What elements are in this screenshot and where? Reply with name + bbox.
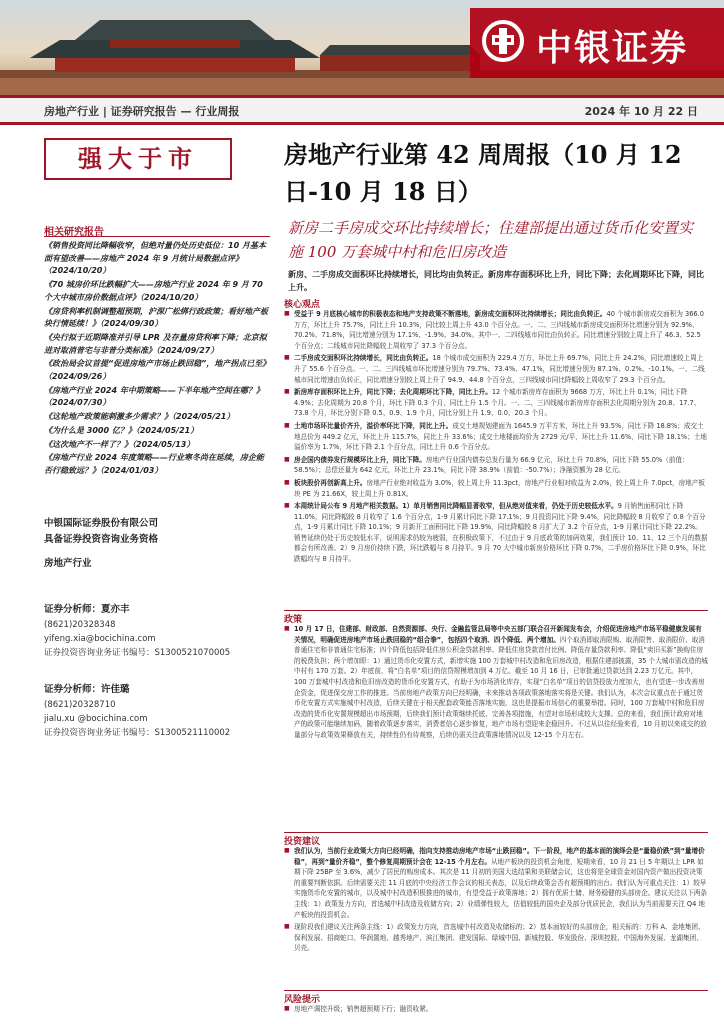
bullet-point [284, 309, 708, 351]
divider [284, 990, 708, 991]
report-subtitle: 新房二手房成交环比持续增长；住建部提出通过货币化安置实施 100 万套城中村和危旧房改造 [288, 219, 694, 261]
firm-info [44, 516, 276, 572]
policy-points-list [284, 624, 708, 743]
related-report-item[interactable]: 《这次地产不一样了？》（2024/05/13） [44, 439, 195, 449]
analyst-phone: (8621)20328348 [44, 620, 116, 630]
divider [284, 832, 708, 833]
header-banner [0, 0, 724, 95]
analyst-name: 证券分析师：夏亦丰 [44, 604, 130, 615]
bullet-body: 从地产板块的投资机会角度，短期来看，10 月 21 日 5 年期以上 LPR 如期下降 25BP 至 3.6%，减少了居民的购房成本。其次是 11 月初的美国大选结果和美联储会议，这也将是全球资金对国内资产做出投资决策的重要判断依据。后续需要关注 11 月底的中央经济工作会议的相关表态，以及后续政策会否有超预期的出台。我们认为可重点关注：1）较早实施货币化安置的城市，以及城中村改造积极推进的城市，有望受益于政策落地；2）拥有优质土储、财务稳健的头部房企。建议关注以下两条主线：1）政策发力方向，首选城中村改造及收储方向；2）业绩弹性较大，估值较低的国央企及部分优质民企，我们认为当前需要关注 Q4 地产板块的投资机会。 [294, 857, 708, 919]
analyst-email[interactable]: yifeng.xia@bocichina.com [44, 634, 156, 644]
core-points-list [284, 309, 708, 567]
related-report-item[interactable]: 《这轮地产政策能刺激多少需求？》（2024/05/21） [44, 412, 235, 422]
report-title: 房地产行业第 42 周周报（10 月 12 日-10 月 18 日） [284, 140, 682, 206]
report-info-bar [0, 95, 724, 125]
firm-name: 中银国际证券股份有限公司 [44, 518, 159, 529]
firm-qualification: 具备证券投资咨询业务资格 [44, 534, 159, 545]
section-risk-title: 风险提示 [284, 995, 321, 1005]
bullet-lead: 本周统计局公布 9 月地产相关数据。1）单月销售同比降幅显著收窄，但从绝对值来看，仍处于历史较低水平。 [294, 502, 618, 511]
related-report-item[interactable]: 《政治局会议首提“促进房地产市场止跌回稳”，地产拐点已至》（2024/09/26） [44, 359, 267, 382]
related-reports-title: 相关研究报告 [44, 227, 104, 238]
bullet-point [284, 455, 708, 476]
related-report-item[interactable]: 《房贷利率机制调整超预期，沪深广松绑行政政策；看好地产板块行情延续！》（2024/09/30） [44, 306, 268, 329]
bullet-lead: 房企国内债券发行规模环比上升，同比下降。 [294, 455, 426, 464]
bullet-point [284, 387, 708, 419]
bullet-lead: 新房库存面积环比上升，同比下降；去化周期环比下降，同比上升。 [294, 388, 492, 397]
analyst-name: 证券分析师：许佳璐 [44, 684, 130, 695]
related-reports-list [44, 240, 270, 479]
bullet-point [284, 1004, 708, 1015]
related-report-item[interactable]: 《为什么是 3000 亿？》（2024/05/21） [44, 425, 199, 435]
bullet-point [284, 922, 708, 954]
bullet-body: 12 个城市新房库存面积为 9668 万方，环比上升 0.1%，同比下降 4.9%；去化周期为 20.8 个月，环比下降 0.3 个月，同比上升 1.5 个月。一、二、三四线城市新房库存面积去化周期分别为 20.8、17.7、73.8 个月，环比分别下降 0.5、0.9、1.9 个月，同比分别上升 1.9、0.0、20.3 个月。 [294, 388, 701, 418]
bullet-body: 房地产调控升级；销售超预期下行；融资收紧。 [294, 1005, 433, 1013]
bullet-point [284, 421, 708, 453]
related-report-item[interactable]: 《房地产行业 2024 年中期策略——下半年地产空间在哪？》（2024/07/30） [44, 385, 264, 408]
brand-name: 中银证券 [536, 27, 689, 69]
risk-points-list [284, 1004, 708, 1017]
bullet-body: 18 个城市成交面积为 229.4 万方，环比上升 69.7%，同比上升 24.2%，同比增速较上周上升了 55.6 个百分点。一、二、三四线城市环比增速分别为 79.7%、73.4%、47.1%，同比增速分别为 87.1%、0.2%、-10.1%。一、二线城市同比增速由负转正，同比增速分别较上周上升了 94.9、44.8 个百分点，三四线城市同比降幅较上周收窄了 29.3 个百分点。 [294, 354, 705, 384]
bullet-body: 现阶段我们建议关注两条主线：1）政策发力方向，首选城中村改造及收储标的；2）基本面较好的头部房企，相关标的：万科 A、金地集团、保利发展、招商蛇口、华润置地、越秀地产、滨江集团、建发国际、绿城中国、新城控股、华发股份、深圳控股、中国海外发展、龙湖集团、贝壳。 [294, 923, 705, 953]
bullet-point [284, 353, 708, 385]
bullet-lead: 二手房成交面积环比持续增长，同比由负转正。 [294, 354, 433, 363]
bullet-lead: 10 月 17 日，住建部、财政部、自然资源部、央行、金融监管总局等中央五部门联合召开新闻发布会，介绍促进房地产市场平稳健康发展有关情况，明确促进房地产市场止跌回稳的“组合拳”，包括四个取消、四个降低、两个增加。 [294, 625, 702, 644]
analyst-block [44, 682, 276, 740]
section-advice-title: 投资建议 [284, 837, 321, 847]
bullet-body: 成交土地规划建面为 1645.9 万平方米，环比上升 93.5%，同比下降 18.8%；成交土地总价为 449.2 亿元，环比上升 115.7%，同比上升 33.6%；成交土地楼面均价为 2729 元/平，环比上升 11.6%，同比下降 18.1%；土地溢价率为 1.7%，环比下降 2.1 个百分点，同比上升 0.6 个百分点。 [294, 421, 707, 452]
bullet-lead: 板块股价再创新高上升。 [294, 478, 367, 487]
related-report-item[interactable]: 《70 城房价环比跌幅扩大——房地产行业 2024 年 9 月 70 个大中城市房价数据点评》（2024/10/20） [44, 280, 263, 302]
bullet-body: 房地产行业绝对收益为 3.0%，较上周上升 11.3pct，房地产行业相对收益为 2.0%，较上周上升 7.0pct，房地产板块 PE 为 21.66X，较上周上升 0.81X。 [294, 478, 705, 498]
bullet-point [284, 624, 708, 741]
bullet-body: 房地产行业国内债券总发行量为 66.9 亿元，环比上升 70.8%，同比下降 55.0%（前值：58.5%）；总偿还量为 642 亿元，环比上升 23.1%，同比下降 38.9%（前值：-50.7%）；净融资额为 28 亿元。 [294, 455, 689, 475]
analyst-block [44, 602, 276, 660]
bullet-point [284, 478, 708, 499]
divider [284, 610, 708, 611]
divider [44, 236, 270, 237]
bullet-lead: 我们认为，当前行业政策大方向已经明确，指向支持推动房地产市场“止跌回稳”。下一阶段，地产的基本面的演绎会是“量稳价跌”到“量增价稳”，再到“量价齐稳”，整个修复周期预计会在 12-15 个月左右。 [294, 847, 705, 866]
industry-label: 房地产行业 [44, 558, 92, 569]
analyst-email[interactable]: jialu.xu @bocichina.com [44, 714, 148, 724]
rating-badge: 强大于市 [44, 138, 232, 180]
bullet-lead: 土地市场环比量价齐升，溢价率环比下降，同比上升。 [294, 421, 453, 430]
report-category: 房地产行业 | 证券研究报告 — 行业周报 [44, 105, 240, 118]
bank-logo-icon [482, 20, 524, 62]
brand-logo-block [470, 8, 724, 78]
bullet-body: 四个取消即取消限购、取消限售、取消限价、取消普通住宅和非普通住宅标准；四个降低包括降低住房公积金贷款利率、降低住房贷款首付比例、降低存量贷款利率、降低“卖旧买新”换购住房的税费负担；两个增加即：1）通过货币化安置方式，新增实施 100 万套城中村改造和危旧房改造，根据住建部披露，35 个大城市需改造的城中村有 170 万套。2）年底前，将“白名单”项目的信贷规模增加到 4 万亿。截至 10 月 16 日，已审批通过贷款达到 2.23 万亿元。其中，100 万套城中村改造和危旧房改造的货币化安置方式，有助于为市场消化库存，实现“白名单”项目的信贷投放力度加大，也有望进一步改善房企资金，促进保交房工作的推进。当前房地产政策方向已经明确，未来推动各项政策落地落实将是关键。我们认为，本次会议重点在于通过货币化安置方式实施城中村改造，后续关键在于相关配套政策能否落地实施，这也是提振市场信心的重要举措。同时，100 万套城中村和危旧房改造的货币化安置规模超出市场预期，后续我们预计政策继续托底、完善各项措施，有望对市场形成较大支撑。总的来看，我们预计政府对地产的政策可能继续加码，随着政策逐步落实，消费者信心逐步修复，地产市场有望迎来企稳回升。不过从以往经验来看，10 月初以来成交的放量部分与政策效果释放有关，持续性仍有待观察，后续仍需关注政策落地情况以及 12-15 个月左右。 [294, 635, 708, 739]
bullet-body: 9 月销售面积同比下降 11.0%，同比降幅较 8 月收窄了 1.6 个百分点，1-9 月累计同比下降 17.1%；9 月投资同比下降 9.4%，同比降幅较 8 月收窄了 0.8 个百分点，1-9 月累计同比下降 10.1%；9 月新开工面积同比下降 19.9%，同比降幅较 8 月扩大了 3.2 个百分点，1-9 月累计同比下降 22.2%。销售延续仍处于历史较低水平，说明需求仍较为疲弱，在积极政策下，不过由于 9 月底政策的加码效果，我们预计 10、11、12 三个月的数据都会有所改善。2）9 月房价持续下跌，环比跌幅与 8 月持平。9 月 70 大中城市新房价格环比下降 0.7%，二手房价格环比下降 0.9%，环比跌幅均与 8 月持平。 [294, 502, 708, 564]
bullet-point [284, 501, 708, 565]
section-core-title: 核心观点 [284, 300, 321, 310]
report-date: 2024 年 10 月 22 日 [584, 105, 698, 118]
related-report-item[interactable]: 《央行拟于近期降准并引导 LPR 及存量房贷利率下降；北京拟进对取消普宅与非普分类标准》（2024/09/27） [44, 332, 267, 355]
report-summary: 新房、二手房成交面积环比持续增长，同比均由负转正。新房库存面积环比上升，同比下降；去化周期环比下降，同比上升。 [288, 270, 704, 292]
related-report-item[interactable]: 《销售投资同比降幅收窄，但绝对量仍处历史低位：10 月基本面有望改善——房地产 2024 年 9 月统计局数据点评》（2024/10/20） [44, 241, 266, 276]
analyst-certificate: 证券投资咨询业务证书编号：S1300521070005 [44, 648, 231, 658]
analyst-phone: (8621)20328710 [44, 700, 116, 710]
advice-points-list [284, 846, 708, 956]
analyst-certificate: 证券投资咨询业务证书编号：S1300521110002 [44, 728, 231, 738]
bullet-body: 40 个城市新房成交面积为 366.0 万方，环比上升 75.7%，同比上升 10.3%，同比较上周上升 43.0 个百分点。一、二、三四线城市新房成交面积环比增速分别为 92.9%、70.2%、71.8%，同比增速分别为 17.1%、-1.9%、34.0%。其中一、二四线城市同比由负转正。同比增速分别较上周上升了 46.3、52.5 个百分点；二线城市同比降幅较上周收窄了 37.3 个百分点。 [294, 310, 704, 350]
bullet-lead: 受益于 9 月底核心城市的积极表态和地产支持政策不断落地，新房成交面积环比持续增长；同比由负转正。 [294, 310, 607, 318]
related-report-item[interactable]: 《房地产行业 2024 年度策略——行业寒冬尚在延续，房企能否行稳致远？》（2024/01/03） [44, 453, 264, 475]
section-policy-title: 政策 [284, 615, 303, 625]
bullet-point [284, 846, 708, 920]
